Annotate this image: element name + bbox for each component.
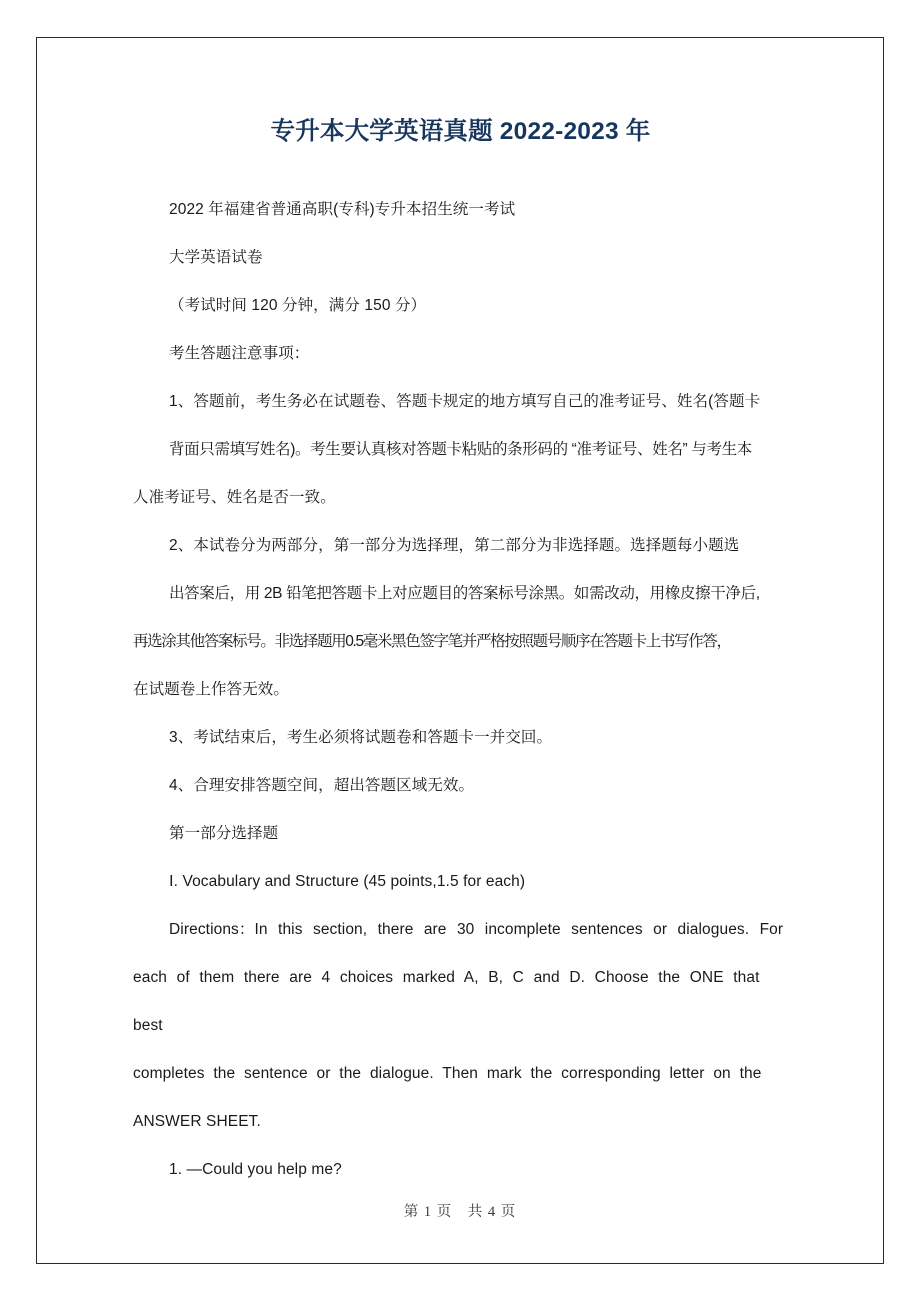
directions-line-2: each of them there are 4 choices marked A, B, C and D. Choose the ONE that best xyxy=(133,968,770,1034)
notice-heading: 考生答题注意事项： xyxy=(169,344,310,362)
part-one-heading: 第一部分选择题 xyxy=(169,824,279,842)
page-title: 专升本大学英语真题 2022-2023 年 xyxy=(270,118,651,145)
page-footer: 第 1 页 共 4 页 xyxy=(403,1204,517,1220)
answer-dash-icon xyxy=(168,1242,312,1302)
document-body xyxy=(133,186,788,1302)
notice-2-line-2: 出答案后，用 2B 铅笔把答题卡上对应题目的答案标号涂黑。如需改动，用橡皮擦干净后, xyxy=(169,584,760,602)
notice-2-line-4: 在试题卷上作答无效。 xyxy=(133,680,290,698)
paper-name-line: 大学英语试卷 xyxy=(169,248,263,266)
directions-line-1: Directions：In this section, there are 30 incomplete sentences or dialogues. For xyxy=(169,920,784,938)
notice-4-line-1: 4、合理安排答题空间，超出答题区域无效。 xyxy=(169,776,475,794)
notice-3-line-1: 3、考试结束后，考生必须将试题卷和答题卡一并交回。 xyxy=(169,728,553,746)
document-content xyxy=(133,100,788,1302)
notice-2-line-1: 2、本试卷分为两部分，第一部分为选择理，第二部分为非选择题。选择题每小题选 xyxy=(169,536,740,554)
section-heading-vocabulary: Ⅰ. Vocabulary and Structure (45 points,1.5 for each) xyxy=(169,872,526,890)
directions-line-3: completes the sentence or the dialogue. Then mark the corresponding letter on the xyxy=(133,1064,762,1082)
notice-1-line-1: 1、答题前，考生务必在试题卷、答题卡规定的地方填写自己的准考证号、姓名(答题卡 xyxy=(169,392,761,410)
exam-info-line: （考试时间 120 分钟，满分 150 分） xyxy=(169,296,427,314)
notice-2-line-3: 再选涂其他答案标号。非选择题用0.5毫米黑色签字笔并严格按照题号顺序在答题卡上书写作答， xyxy=(133,632,731,650)
exam-header-line: 2022 年福建省普通高职(专科)专升本招生统一考试 xyxy=(169,200,516,218)
notice-1-line-2: 背面只需填写姓名)。考生要认真核对答题卡粘贴的条形码的 “准考证号、姓名” 与考生本 xyxy=(169,440,752,458)
notice-1-line-3: 人准考证号、姓名是否一致。 xyxy=(133,488,336,506)
directions-line-4: ANSWER SHEET. xyxy=(133,1112,261,1130)
question-1-stem: 1. —Could you help me? xyxy=(169,1160,342,1178)
